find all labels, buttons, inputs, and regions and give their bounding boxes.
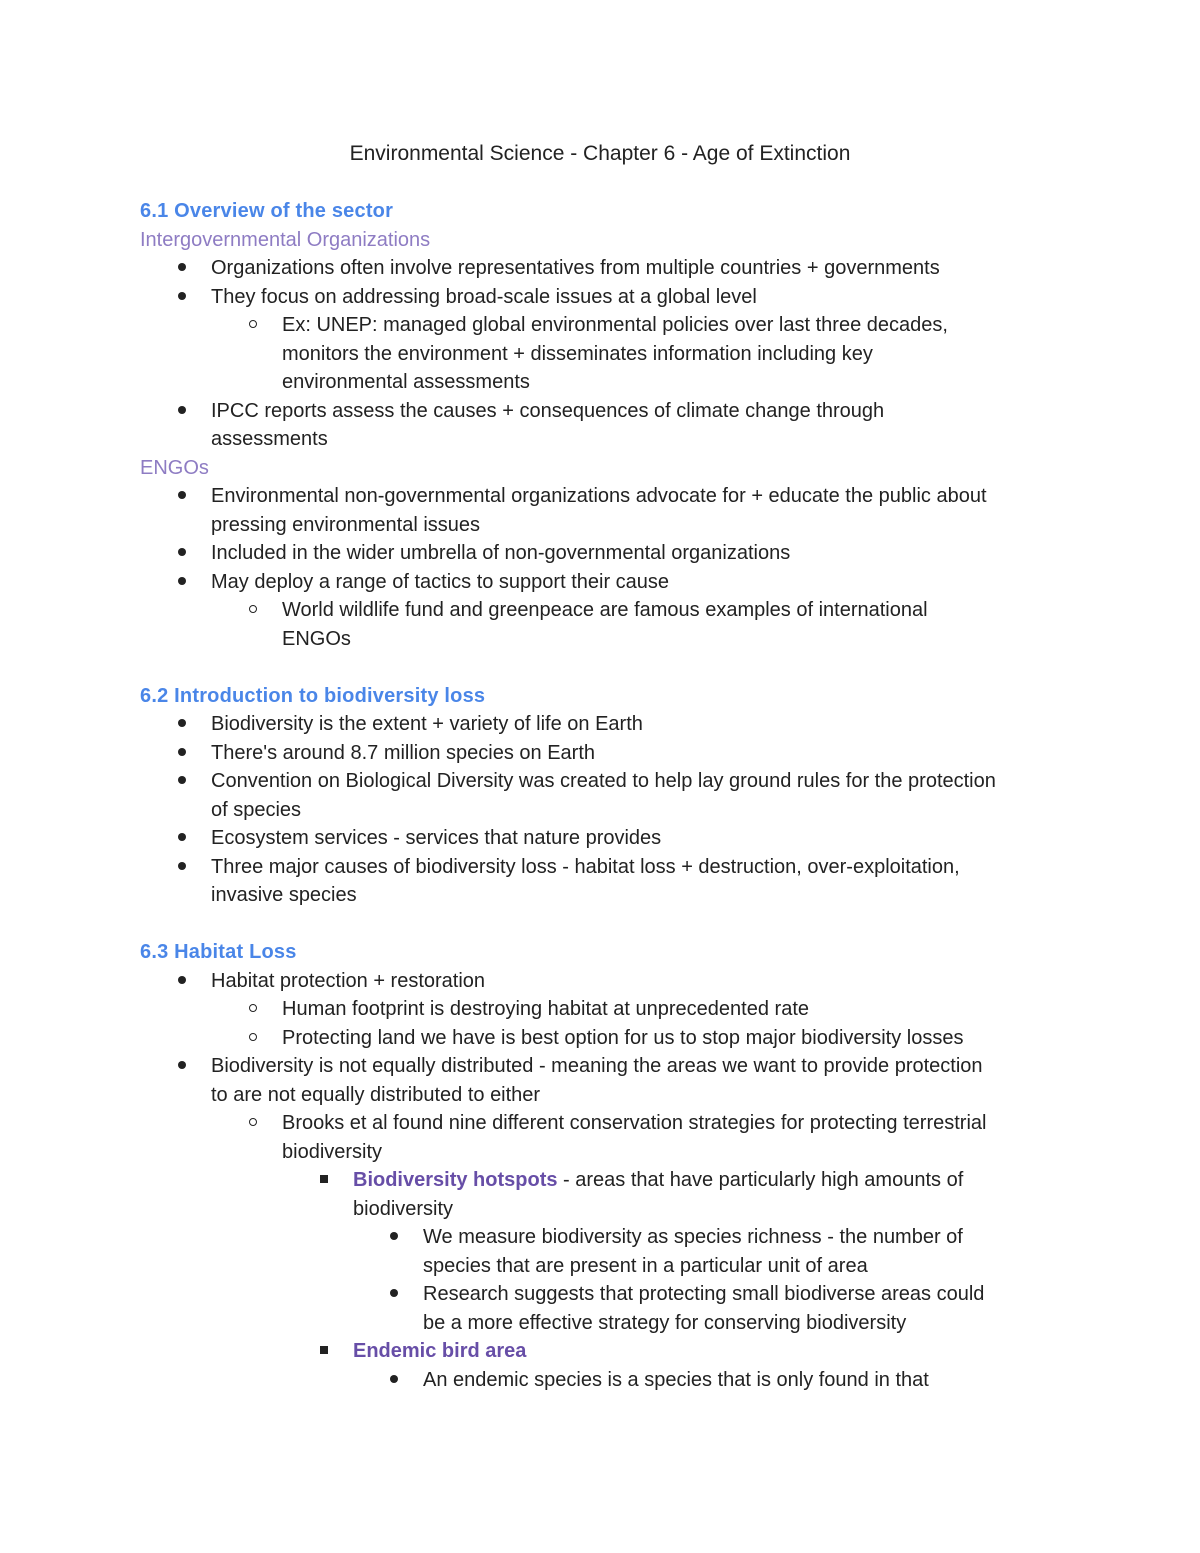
list-item: Three major causes of biodiversity loss - habitat loss + destruction, over-exploitation, invasive species bbox=[140, 853, 1070, 910]
list-item: An endemic species is a species that is only found in that bbox=[140, 1366, 1070, 1395]
list-item: Habitat protection + restoration bbox=[140, 967, 1070, 996]
bullet-ring-icon bbox=[243, 311, 263, 340]
list-item: They focus on addressing broad-scale issues at a global level bbox=[140, 283, 1070, 312]
list-item: Convention on Biological Diversity was created to help lay ground rules for the protection of species bbox=[140, 767, 1070, 824]
bullet-square-icon bbox=[314, 1337, 334, 1366]
list-item: Biodiversity hotspots - areas that have particularly high amounts of biodiversity bbox=[140, 1166, 1070, 1223]
bullet-dot-icon bbox=[172, 739, 192, 768]
list-item: Environmental non-governmental organizations advocate for + educate the public about pressing environmental issues bbox=[140, 482, 1070, 539]
bullet-square-icon bbox=[314, 1166, 334, 1195]
bullet-dot-icon bbox=[172, 767, 192, 796]
subheading-intergovernmental: Intergovernmental Organizations bbox=[140, 228, 431, 251]
bullet-ring-icon bbox=[243, 596, 263, 625]
bullet-dot-icon bbox=[172, 967, 192, 996]
bullet-dot-icon bbox=[172, 853, 192, 882]
document-title: Environmental Science - Chapter 6 - Age of Extinction bbox=[349, 142, 851, 165]
list-item: Research suggests that protecting small biodiverse areas could be a more effective strategy for conserving biodiversity bbox=[140, 1280, 1070, 1337]
bullet-dot-icon bbox=[384, 1366, 404, 1395]
bullet-dot-icon bbox=[172, 283, 192, 312]
list-item: There's around 8.7 million species on Earth bbox=[140, 739, 1070, 768]
bullet-ring-icon bbox=[243, 995, 263, 1024]
list-item: Organizations often involve representatives from multiple countries + governments bbox=[140, 254, 1070, 283]
bullet-dot-icon bbox=[384, 1223, 404, 1252]
list-item: IPCC reports assess the causes + consequences of climate change through assessments bbox=[140, 397, 1070, 454]
bullet-dot-icon bbox=[172, 1052, 192, 1081]
list-item: Ecosystem services - services that nature provides bbox=[140, 824, 1070, 853]
bullet-dot-icon bbox=[172, 254, 192, 283]
list-item: World wildlife fund and greenpeace are famous examples of international ENGOs bbox=[140, 596, 1070, 653]
bullet-ring-icon bbox=[243, 1109, 263, 1138]
list-item bbox=[140, 1337, 1070, 1366]
subheading-engos: ENGOs bbox=[140, 456, 209, 479]
bullet-dot-icon bbox=[172, 539, 192, 568]
list-item: Protecting land we have is best option for us to stop major biodiversity losses bbox=[140, 1024, 1070, 1053]
bullet-dot-icon bbox=[172, 482, 192, 511]
bullet-dot-icon bbox=[172, 568, 192, 597]
bullet-dot-icon bbox=[172, 397, 192, 426]
section-heading-6-3: 6.3 Habitat Loss bbox=[140, 941, 297, 963]
term-biodiversity-hotspots: Biodiversity hotspots bbox=[353, 1169, 558, 1191]
list-item: We measure biodiversity as species richness - the number of species that are present in a particular unit of area bbox=[140, 1223, 1070, 1280]
list-item: Ex: UNEP: managed global environmental policies over last three decades, monitors the environment + disseminates information including key environmental assessments bbox=[140, 311, 1070, 397]
list-item: Human footprint is destroying habitat at unprecedented rate bbox=[140, 995, 1070, 1024]
document-body bbox=[140, 197, 1070, 1394]
bullet-dot-icon bbox=[172, 710, 192, 739]
section-heading-6-2: 6.2 Introduction to biodiversity loss bbox=[140, 684, 486, 707]
section-heading-6-1: 6.1 Overview of the sector bbox=[140, 200, 394, 222]
list-item: Biodiversity is not equally distributed - meaning the areas we want to provide protection to are not equally distributed to either bbox=[140, 1052, 1070, 1109]
bullet-dot-icon bbox=[172, 824, 192, 853]
list-item: Brooks et al found nine different conservation strategies for protecting terrestrial biodiversity bbox=[140, 1109, 1070, 1166]
list-item: Biodiversity is the extent + variety of life on Earth bbox=[140, 710, 1070, 739]
list-item: Included in the wider umbrella of non-governmental organizations bbox=[140, 539, 1070, 568]
bullet-ring-icon bbox=[243, 1024, 263, 1053]
list-item: May deploy a range of tactics to support their cause bbox=[140, 568, 1070, 597]
bullet-dot-icon bbox=[384, 1280, 404, 1309]
term-endemic-bird-area: Endemic bird area bbox=[353, 1340, 527, 1362]
